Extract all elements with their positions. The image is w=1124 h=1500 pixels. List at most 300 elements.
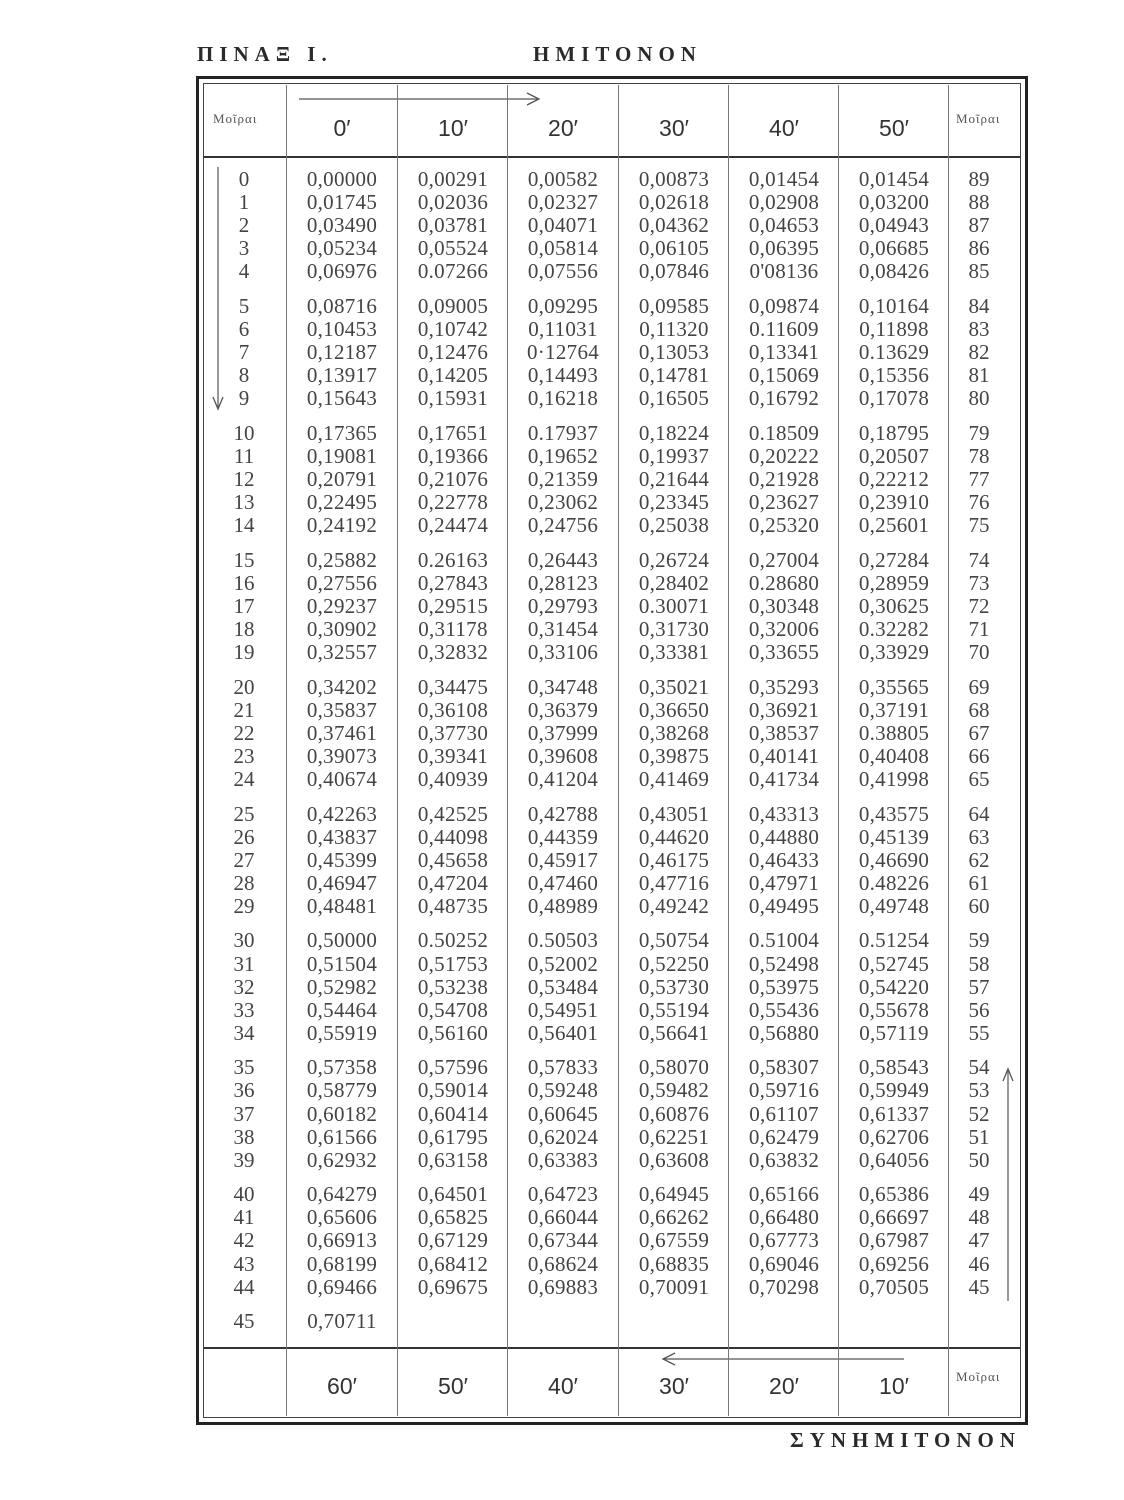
sine-value-cell: 0,27284	[858, 547, 930, 572]
sine-value-cell: 0,43051	[638, 801, 710, 826]
sine-value-cell: 0,46690	[858, 847, 930, 872]
sine-value-cell: 0,69883	[527, 1274, 599, 1299]
degree-cell: 39	[233, 1147, 255, 1172]
table-label: ΠΙΝΑΞ Ι.	[197, 42, 333, 66]
sine-value-cell: 0,45917	[527, 847, 599, 872]
complement-degree-cell: 82	[968, 340, 990, 365]
degree-cell: 4	[238, 259, 250, 284]
sine-value-cell: 0,64723	[527, 1182, 599, 1207]
sine-value-cell: 0.51004	[748, 928, 820, 953]
sine-value-cell: 0,56641	[638, 1020, 710, 1045]
sine-value-cell: 0,51753	[417, 951, 489, 976]
cos-minutes-column-header: 60′	[327, 1373, 357, 1399]
sine-value-cell: 0,35565	[858, 674, 930, 699]
sine-value-cell: 0,65386	[858, 1182, 930, 1207]
minutes-column-header: 40′	[769, 115, 799, 141]
complement-degree-cell: 56	[968, 997, 990, 1022]
degree-cell: 38	[233, 1124, 255, 1149]
complement-degree-cell: 67	[968, 720, 990, 745]
sine-value-cell: 0,28402	[638, 570, 710, 595]
degree-cell: 8	[238, 363, 250, 388]
sine-value-cell: 0,60182	[306, 1101, 378, 1126]
sine-value-cell: 0,54464	[306, 997, 378, 1022]
sine-value-cell: 0,21076	[417, 467, 489, 491]
sine-value-cell: 0,06105	[638, 236, 710, 261]
sine-value-cell: 0,61795	[417, 1124, 489, 1149]
sine-value-cell: 0,32006	[748, 617, 820, 641]
sine-value-cell: 0,18795	[858, 420, 930, 445]
sine-value-cell: 0,00000	[306, 167, 378, 191]
sine-value-cell: 0,21644	[638, 467, 710, 491]
sine-value-cell: 0,63832	[748, 1147, 820, 1172]
sine-value-cell: 0,59248	[527, 1078, 599, 1103]
sine-value-cell: 0,04653	[748, 213, 820, 238]
sine-value-cell: 0,32832	[417, 640, 489, 665]
sine-value-cell: 0,45399	[306, 847, 378, 872]
sine-value-cell: 0,27556	[306, 570, 378, 595]
sine-value-cell: 0,36379	[527, 697, 599, 722]
sine-value-cell: 0,05814	[527, 236, 599, 261]
complement-degree-cell: 58	[968, 951, 990, 976]
sine-value-cell: 0,36650	[638, 697, 710, 722]
sine-value-cell: 0,67129	[417, 1228, 489, 1253]
sine-value-cell: 0,23062	[527, 490, 599, 515]
sine-value-cell: 0,00873	[638, 167, 710, 191]
sine-value-cell: 0,50754	[638, 928, 710, 953]
sine-value-cell: 0,14205	[417, 363, 489, 388]
sine-value-cell: 0,56880	[748, 1020, 820, 1045]
degree-cell: 19	[233, 640, 255, 665]
degree-cell: 29	[233, 893, 255, 918]
sine-value-cell: 0,43837	[306, 824, 378, 849]
sine-value-cell: 0,05524	[417, 236, 489, 261]
complement-degree-cell: 84	[968, 293, 990, 318]
sine-value-cell: 0,25882	[306, 547, 378, 572]
complement-degree-cell: 50	[968, 1147, 990, 1172]
complement-degree-cell: 71	[968, 617, 990, 641]
complement-degree-cell: 52	[968, 1101, 990, 1126]
moirai-label-right: Μοῖραι	[956, 111, 1001, 126]
sine-value-cell: 0,35293	[748, 674, 820, 699]
complement-degree-cell: 57	[968, 974, 990, 999]
sine-value-cell: 0.13629	[858, 340, 930, 365]
degree-cell: 40	[233, 1182, 255, 1207]
sine-value-cell: 0,57358	[306, 1055, 378, 1080]
sine-value-cell: 0.51254	[858, 928, 930, 953]
complement-degree-cell: 75	[968, 513, 990, 538]
complement-degree-cell: 89	[968, 167, 990, 191]
sine-value-cell: 0,58779	[306, 1078, 378, 1103]
sine-value-cell: 0,07556	[527, 259, 599, 284]
sine-value-cell: 0,13341	[748, 340, 820, 365]
sine-value-cell: 0,53238	[417, 974, 489, 999]
sine-value-cell: 0,03200	[858, 190, 930, 215]
sine-value-cell: 0,41734	[748, 767, 820, 791]
degree-cell: 13	[233, 490, 255, 515]
degree-cell: 10	[233, 420, 255, 445]
sine-value-cell: 0,58543	[858, 1055, 930, 1080]
complement-degree-cell: 79	[968, 420, 990, 445]
sine-value-cell: 0,09005	[417, 293, 489, 318]
degree-cell: 17	[233, 593, 255, 618]
sine-value-cell: 0,27004	[748, 547, 820, 572]
degree-cell: 15	[233, 547, 255, 572]
sine-value-cell: 0,48735	[417, 893, 489, 918]
sine-value-cell: 0,57833	[527, 1055, 599, 1080]
sine-value-cell: 0,66913	[306, 1228, 378, 1253]
sine-value-cell: 0,67344	[527, 1228, 599, 1253]
sine-value-cell: 0,62932	[306, 1147, 378, 1172]
degree-cell: 44	[233, 1274, 255, 1299]
sine-value-cell: 0,09585	[638, 293, 710, 318]
sine-value-cell: 0,57119	[859, 1020, 929, 1045]
sine-value-cell: 0,19652	[527, 443, 599, 468]
sine-value-cell: 0,07846	[638, 259, 710, 284]
column-rule	[286, 85, 287, 1416]
sine-value-cell: 0,04071	[527, 213, 599, 238]
minutes-column-header: 30′	[659, 115, 689, 141]
complement-degree-cell: 45	[968, 1274, 990, 1299]
sine-value-cell: 0,06685	[858, 236, 930, 261]
sine-value-cell: 0,40674	[306, 767, 378, 791]
degree-cell: 37	[233, 1101, 255, 1126]
sine-value-cell: 0,36921	[748, 697, 820, 722]
sine-value-cell: 0.50503	[527, 928, 599, 953]
degree-cell: 31	[233, 951, 255, 976]
sine-value-cell: 0,06976	[306, 259, 378, 284]
column-rule	[948, 85, 949, 1416]
sine-value-cell: 0,26724	[638, 547, 710, 572]
cos-minutes-column-header: 30′	[659, 1373, 689, 1399]
sine-value-cell: 0,02618	[638, 190, 710, 215]
sine-value-cell: 0,08426	[858, 259, 930, 284]
minutes-column-header: 10′	[438, 115, 468, 141]
sine-value-cell: 0,66480	[748, 1205, 820, 1230]
sine-value-cell: 0,35837	[306, 697, 378, 722]
complement-degree-cell: 74	[968, 547, 990, 572]
sine-value-cell: 0,37191	[858, 697, 930, 722]
degree-cell: 30	[233, 928, 255, 953]
sine-value-cell: 0,25038	[638, 513, 710, 538]
degree-cell: 34	[233, 1020, 255, 1045]
sine-value-cell: 0,65825	[417, 1205, 489, 1230]
complement-degree-cell: 68	[968, 697, 990, 722]
sine-value-cell: 0,17651	[417, 420, 489, 445]
sine-value-cell: 0,10453	[306, 317, 378, 341]
sine-value-cell: 0,54951	[527, 997, 599, 1022]
sine-value-cell: 0,63158	[417, 1147, 489, 1172]
sine-value-cell: 0,62024	[527, 1124, 599, 1149]
sine-value-cell: 0,56160	[417, 1020, 489, 1045]
complement-degree-cell: 73	[968, 570, 990, 595]
sine-value-cell: 0,17365	[306, 420, 378, 445]
sine-value-cell: 0,47204	[417, 870, 489, 895]
degree-cell: 20	[233, 674, 255, 699]
degree-cell: 26	[233, 824, 255, 849]
sine-value-cell: 0,04943	[858, 213, 930, 238]
sine-value-cell: 0,55678	[858, 997, 930, 1022]
sine-value-cell: 0,20791	[306, 467, 378, 491]
sine-value-cell: 0,09295	[527, 293, 599, 318]
sine-value-cell: 0,37999	[527, 720, 599, 745]
sine-value-cell: 0,10164	[858, 293, 930, 318]
sine-value-cell: 0,01454	[748, 167, 820, 191]
sine-value-cell: 0,30902	[306, 617, 378, 641]
sine-value-cell: 0,52250	[638, 951, 710, 976]
sine-value-cell: 0,44880	[748, 824, 820, 849]
cos-minutes-column-header: 40′	[548, 1373, 578, 1399]
sine-value-cell: 0,31178	[418, 617, 488, 641]
degree-cell: 24	[233, 767, 255, 791]
sine-value-cell: 0,33381	[638, 640, 710, 665]
degree-cell: 33	[233, 997, 255, 1022]
sine-value-cell: 0,49495	[748, 893, 820, 918]
sine-value-cell: 0,68199	[306, 1251, 378, 1276]
right-arrow-icon	[299, 89, 549, 109]
sine-value-cell: 0,40408	[858, 743, 930, 768]
complement-degree-cell: 87	[968, 213, 990, 238]
degree-cell: 27	[233, 847, 255, 872]
sine-value-cell: 0,01745	[306, 190, 378, 215]
sine-value-cell: 0,16792	[748, 386, 820, 411]
sine-value-cell: 0.30071	[638, 593, 710, 618]
sine-value-cell: 0,70091	[638, 1274, 710, 1299]
sine-value-cell: 0,25320	[748, 513, 820, 538]
sine-value-cell: 0,21359	[527, 467, 599, 491]
degree-cell: 6	[238, 317, 250, 341]
complement-degree-cell: 77	[968, 467, 990, 491]
degree-cell: 2	[238, 213, 250, 238]
sine-value-cell: 0,56401	[527, 1020, 599, 1045]
complement-degree-cell: 47	[968, 1228, 990, 1253]
sine-value-cell: 0,52002	[527, 951, 599, 976]
sine-value-cell: 0,65166	[748, 1182, 820, 1207]
sine-value-cell: 0,06395	[748, 236, 820, 261]
sine-value-cell: 0,16505	[638, 386, 710, 411]
sine-value-cell: 0,39341	[417, 743, 489, 768]
sine-value-cell: 0,20507	[858, 443, 930, 468]
complement-degree-cell: 53	[968, 1078, 990, 1103]
complement-degree-cell: 88	[968, 190, 990, 215]
complement-degree-cell: 72	[968, 593, 990, 618]
complement-degree-cell: 83	[968, 317, 990, 341]
sine-value-cell: 0,45658	[417, 847, 489, 872]
sine-value-cell: 0,22778	[417, 490, 489, 515]
sine-value-cell: 0,58070	[638, 1055, 710, 1080]
sine-value-cell: 0,52745	[858, 951, 930, 976]
sine-value-cell: 0,69046	[748, 1251, 820, 1276]
sine-value-cell: 0,66262	[638, 1205, 710, 1230]
sine-value-cell: 0,43313	[748, 801, 820, 826]
column-rule	[618, 85, 619, 1416]
sine-value-cell: 0,21928	[748, 467, 820, 491]
degree-cell: 9	[238, 386, 250, 411]
sine-value-cell: 0,30625	[858, 593, 930, 618]
sine-value-cell: 0,14493	[527, 363, 599, 388]
degree-cell: 23	[233, 743, 255, 768]
sine-value-cell: 0,05234	[306, 236, 378, 261]
sine-value-cell: 0,59949	[858, 1078, 930, 1103]
sine-value-cell: 0,46947	[306, 870, 378, 895]
sine-value-cell: 0,67559	[638, 1228, 710, 1253]
sine-value-cell: 0,41998	[858, 767, 930, 791]
sine-value-cell: 0.26163	[417, 547, 489, 572]
sine-value-cell: 0.07266	[417, 259, 489, 284]
sine-value-cell: 0,64501	[417, 1182, 489, 1207]
sine-value-cell: 0,31454	[527, 617, 599, 641]
sine-value-cell: 0,09874	[748, 293, 820, 318]
sine-value-cell: 0,65606	[306, 1205, 378, 1230]
degree-cell: 22	[233, 720, 255, 745]
complement-degree-cell: 69	[968, 674, 990, 699]
cos-minutes-column-header: 50′	[438, 1373, 468, 1399]
sine-value-cell: 0,33929	[858, 640, 930, 665]
degree-cell: 42	[233, 1228, 255, 1253]
sine-value-cell: 0,00582	[527, 167, 599, 191]
sine-value-cell: 0,15931	[417, 386, 489, 411]
degree-cell: 0	[238, 167, 250, 191]
sine-value-cell: 0,16218	[527, 386, 599, 411]
sine-value-cell: 0,42788	[527, 801, 599, 826]
sine-value-cell: 0,11031	[528, 317, 598, 341]
sine-value-cell: 0,17078	[858, 386, 930, 411]
sine-value-cell: 0,39608	[527, 743, 599, 768]
sine-value-cell: 0,23345	[638, 490, 710, 515]
sine-value-cell: 0,69675	[417, 1274, 489, 1299]
sine-value-cell: 0,26443	[527, 547, 599, 572]
sine-value-cell: 0,13917	[306, 363, 378, 388]
minutes-column-header: 50′	[879, 115, 909, 141]
sine-value-cell: 0,64945	[638, 1182, 710, 1207]
column-rule	[507, 85, 508, 1416]
sine-value-cell: 0,34475	[417, 674, 489, 699]
degree-cell: 5	[238, 293, 250, 318]
complement-degree-cell: 85	[968, 259, 990, 284]
degree-cell: 3	[238, 236, 250, 261]
complement-degree-cell: 61	[968, 870, 990, 895]
degree-cell: 18	[233, 617, 255, 641]
complement-degree-cell: 60	[968, 893, 990, 918]
column-rule	[838, 85, 839, 1416]
sine-value-cell: 0,45139	[858, 824, 930, 849]
sine-value-cell: 0,02036	[417, 190, 489, 215]
cos-minutes-column-header: 10′	[879, 1373, 909, 1399]
complement-degree-cell: 63	[968, 824, 990, 849]
sine-value-cell: 0,70711	[307, 1309, 377, 1334]
sine-value-cell: 0,53730	[638, 974, 710, 999]
sine-value-cell: 0,55194	[638, 997, 710, 1022]
sine-value-cell: 0,54708	[417, 997, 489, 1022]
sine-value-cell: 0,27843	[417, 570, 489, 595]
sine-value-cell: 0,55919	[306, 1020, 378, 1045]
left-arrow-icon	[659, 1349, 909, 1369]
sine-value-cell: 0,67773	[748, 1228, 820, 1253]
sine-value-cell: 0,14781	[638, 363, 710, 388]
page-title-sine: ΗΜΙΤΟΝΟΝ	[533, 42, 702, 66]
sine-value-cell: 0,36108	[417, 697, 489, 722]
degree-cell: 7	[238, 340, 250, 365]
cos-minutes-column-header: 20′	[769, 1373, 799, 1399]
sine-value-cell: 0,58307	[748, 1055, 820, 1080]
sine-value-cell: 0,39073	[306, 743, 378, 768]
sine-value-cell: 0,63608	[638, 1147, 710, 1172]
sine-value-cell: 0·12764	[526, 340, 600, 365]
degree-cell: 35	[233, 1055, 255, 1080]
sine-value-cell: 0,19937	[638, 443, 710, 468]
sine-value-cell: 0,34748	[527, 674, 599, 699]
sine-value-cell: 0,59014	[417, 1078, 489, 1103]
sine-value-cell: 0,04362	[638, 213, 710, 238]
sine-value-cell: 0,48481	[306, 893, 378, 918]
sine-value-cell: 0.32282	[858, 617, 930, 641]
complement-degree-cell: 70	[968, 640, 990, 665]
degree-cell: 36	[233, 1078, 255, 1103]
sine-value-cell: 0,19366	[417, 443, 489, 468]
complement-degree-cell: 86	[968, 236, 990, 261]
sine-value-cell: 0,64056	[858, 1147, 930, 1172]
sine-value-cell: 0,62251	[638, 1124, 710, 1149]
sine-value-cell: 0,46175	[638, 847, 710, 872]
sine-value-cell: 0,12476	[417, 340, 489, 365]
sine-value-cell: 0,28959	[858, 570, 930, 595]
sine-value-cell: 0,47971	[748, 870, 820, 895]
sine-value-cell: 0,66044	[527, 1205, 599, 1230]
sine-value-cell: 0,61107	[749, 1101, 819, 1126]
complement-degree-cell: 80	[968, 386, 990, 411]
sine-value-cell: 0,03781	[417, 213, 489, 238]
sine-value-cell: 0,69256	[858, 1251, 930, 1276]
sine-value-cell: 0,40141	[748, 743, 820, 768]
sine-value-cell: 0,53484	[527, 974, 599, 999]
complement-degree-cell: 46	[968, 1251, 990, 1276]
page-title-cosine: ΣΥΝΗΜΙΤΟΝΟΝ	[790, 1428, 1022, 1452]
sine-value-cell: 0,68835	[638, 1251, 710, 1276]
degree-cell: 41	[233, 1205, 255, 1230]
sine-value-cell: 0,54220	[858, 974, 930, 999]
sine-value-cell: 0,33655	[748, 640, 820, 665]
sine-value-cell: 0.18509	[748, 420, 820, 445]
sine-value-cell: 0,59482	[638, 1078, 710, 1103]
moirai-label-bottom: Μοῖραι	[956, 1369, 1001, 1384]
sine-value-cell: 0,59716	[748, 1078, 820, 1103]
sine-value-cell: 0,49242	[638, 893, 710, 918]
sine-value-cell: 0,57596	[417, 1055, 489, 1080]
sine-value-cell: 0,49748	[858, 893, 930, 918]
degree-cell: 1	[238, 190, 250, 215]
degree-cell: 25	[233, 801, 255, 826]
sine-value-cell: 0,32557	[306, 640, 378, 665]
sine-value-cell: 0,70298	[748, 1274, 820, 1299]
sine-value-cell: 0,51504	[306, 951, 378, 976]
sine-value-cell: 0,47716	[638, 870, 710, 895]
sine-value-cell: 0,01454	[858, 167, 930, 191]
sine-value-cell: 0,40939	[417, 767, 489, 791]
sine-value-cell: 0,38268	[638, 720, 710, 745]
sine-value-cell: 0,02908	[748, 190, 820, 215]
header-divider	[204, 156, 1020, 158]
sine-value-cell: 0,31730	[638, 617, 710, 641]
complement-degree-cell: 65	[968, 767, 990, 791]
degree-cell: 12	[233, 467, 255, 491]
moirai-label-left: Μοῖραι	[213, 111, 258, 126]
sine-value-cell: 0,68624	[527, 1251, 599, 1276]
sine-value-cell: 0,48989	[527, 893, 599, 918]
sine-value-cell: 0.28680	[748, 570, 820, 595]
complement-degree-cell: 55	[968, 1020, 990, 1045]
sine-value-cell: 0,33106	[527, 640, 599, 665]
sine-value-cell: 0,12187	[306, 340, 378, 365]
sine-value-cell: 0.38805	[858, 720, 930, 745]
